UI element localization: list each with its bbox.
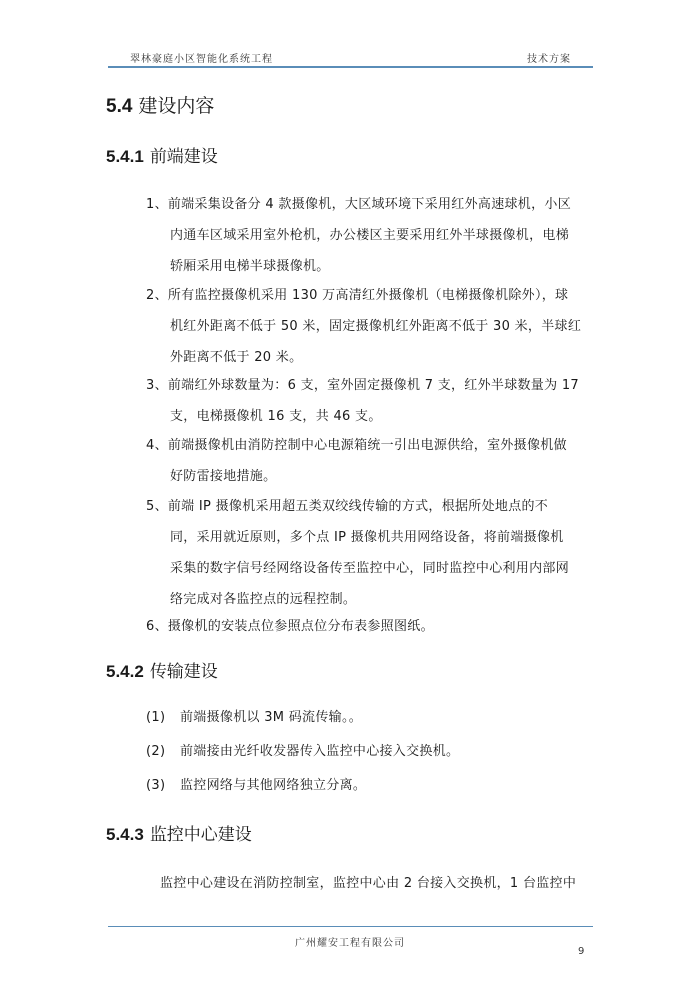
list-item: [146, 189, 598, 282]
paragraph-line: 络完成对各监控点的远程控制。: [170, 592, 357, 607]
list-item: [146, 741, 459, 763]
subsection-heading-transmission: [106, 661, 218, 683]
section-heading: [106, 94, 214, 119]
footer-rule: [108, 926, 593, 927]
subsection-number: 5.4.3: [106, 825, 144, 844]
subsection-title: 传输建设: [149, 662, 218, 682]
page-number: 9: [578, 946, 585, 957]
paragraph-line: 轿厢采用电梯半球摄像机。: [170, 259, 330, 274]
item-text: 前端摄像机以 3M 码流传输。。: [180, 710, 363, 725]
list-item: [146, 370, 598, 432]
subsection-number: 5.4.2: [106, 662, 144, 681]
list-item: [146, 775, 366, 797]
header-project-title: 翠林豪庭小区智能化系统工程: [130, 54, 273, 65]
paragraph-line: 外距离不低于 20 米。: [170, 350, 303, 365]
list-item: [146, 707, 362, 729]
item-text: 监控网络与其他网络独立分离。: [180, 778, 367, 793]
paragraph-first-line: 6、摄像机的安装点位参照点位分布表参照图纸。: [146, 619, 434, 634]
paragraph-line: 采集的数字信号经网络设备传至监控中心，同时监控中心利用内部网: [170, 561, 570, 576]
list-item: [146, 280, 598, 373]
subsection-title: 监控中心建设: [149, 825, 252, 845]
list-item: [146, 491, 598, 615]
paragraph-line: 同，采用就近原则，多个点 IP 摄像机共用网络设备，将前端摄像机: [170, 530, 564, 545]
section-title: 建设内容: [138, 95, 215, 117]
body-paragraph: 监控中心建设在消防控制室，监控中心由 2 台接入交换机，1 台监控中: [160, 876, 577, 891]
paragraph-first-line: 4、前端摄像机由消防控制中心电源箱统一引出电源供给，室外摄像机做: [146, 438, 567, 453]
paragraph-first-line: 1、前端采集设备分 4 款摄像机，大区域环境下采用红外高速球机，小区: [146, 197, 572, 212]
item-text: 前端接由光纤收发器传入监控中心接入交换机。: [180, 744, 460, 759]
subsection-number: 5.4.1: [106, 147, 144, 166]
paragraph-line: 机红外距离不低于 50 米，固定摄像机红外距离不低于 30 米，半球红: [170, 319, 582, 334]
list-item: [146, 611, 598, 642]
header-doc-type: 技术方案: [527, 54, 571, 65]
subsection-heading-monitoring-center: [106, 824, 252, 846]
item-number: (3): [146, 778, 166, 793]
paragraph-line: 好防雷接地措施。: [170, 469, 277, 484]
list-item: [146, 430, 598, 492]
item-number: (2): [146, 744, 166, 759]
paragraph-line: 内通车区域采用室外枪机，办公楼区主要采用红外半球摄像机，电梯: [170, 228, 570, 243]
paragraph-first-line: 3、前端红外球数量为：6 支，室外固定摄像机 7 支，红外半球数量为 17: [146, 378, 579, 393]
section-number: 5.4: [106, 96, 133, 117]
footer-company: 广州耀安工程有限公司: [295, 938, 405, 949]
paragraph-line: 支，电梯摄像机 16 支，共 46 支。: [170, 409, 382, 424]
item-number: (1): [146, 710, 166, 725]
paragraph-first-line: 5、前端 IP 摄像机采用超五类双绞线传输的方式，根据所处地点的不: [146, 499, 549, 514]
subsection-title: 前端建设: [149, 147, 218, 167]
subsection-heading-front-end: [106, 146, 218, 168]
header-rule: [108, 66, 593, 68]
paragraph-first-line: 2、所有监控摄像机采用 130 万高清红外摄像机（电梯摄像机除外），球: [146, 288, 569, 303]
page-header: [108, 50, 593, 66]
